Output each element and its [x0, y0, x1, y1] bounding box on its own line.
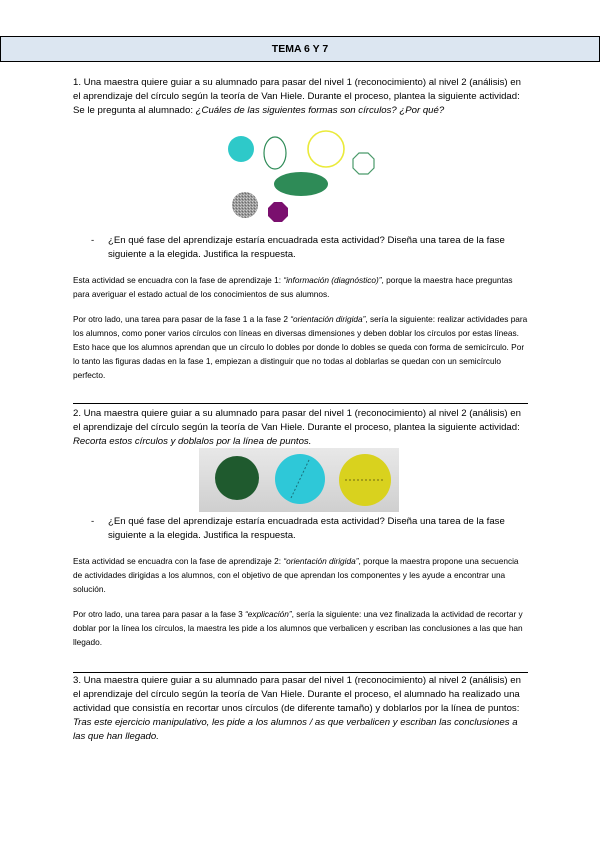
- q1-answer2-post: , sería la siguiente: realizar actividades para los alumnos, como poner varios círculos con líneas en diversas dimensiones y deben doblar los círculos por estas líneas. Esto hace que los alumnos aprendan que un círculo lo dobles por donde lo dobles se queda con forma de semicírculo. Por lo tanto las figuras dadas en la fase 1, empiezan a distinguir que no todas al doblarlas se quedan con un semicírculo perfecto.: [73, 314, 528, 380]
- q2-answer1-pre: Esta actividad se encuadra con la fase de aprendizaje 2:: [73, 556, 284, 566]
- purple-octagon-shape: [268, 202, 288, 222]
- q1-answer2-pre: Por otro lado, una tarea para pasar de la fase 1 a la fase 2: [73, 314, 291, 324]
- gray-textured-circle-shape: [232, 192, 258, 218]
- green-ellipse-shape: [274, 172, 328, 196]
- q1-answer1-post: , porque la maestra hace preguntas para averiguar el estado actual de los conocimientos de sus alumnos.: [73, 275, 513, 299]
- bullet-dash: -: [91, 516, 95, 527]
- q2-answer1-post: , porque la maestra propone una secuencia de actividades dirigidas a los alumnos, con el objetivo de que aprendan los componentes y les ayude a encontrar una solución.: [73, 556, 519, 594]
- q1-answer-2: [73, 312, 528, 382]
- q1-prompt-italic: ¿Cuáles de las siguientes formas son círculos? ¿Por qué?: [195, 105, 445, 116]
- turquoise-circle-shape: [228, 136, 254, 162]
- q1-prompt: [73, 76, 528, 118]
- q2-answer2-pre: Por otro lado, una tarea para pasar a la fase 3: [73, 609, 246, 619]
- q2-answer-2: [73, 607, 528, 649]
- q1-answer-1: [73, 273, 528, 301]
- q2-question: ¿En qué fase del aprendizaje estaría encuadrada esta actividad? Diseña una tarea de la fase siguiente a la elegida. Justifica la respuesta.: [108, 516, 505, 541]
- q3-prompt-text: 3. Una maestra quiere guiar a su alumnado para pasar del nivel 1 (reconocimiento) al nivel 2 (análisis) en el aprendizaje del círculo según la teoría de Van Hiele. Durante el proceso, el alumnado ha realizado una actividad que consistía en recortar unos círculos (de diferente tamaño) y doblarlos por la línea de puntos:: [73, 675, 521, 714]
- page-title-bar: [0, 36, 600, 62]
- q2-answer1-italic: “orientación dirigida”: [283, 556, 359, 566]
- dark-green-circle: [215, 456, 259, 500]
- q2-answer2-post: , sería la siguiente: una vez finalizada la actividad de recortar y doblar por la línea los círculos, la maestra les pide a los alumnos que verbalicen y escriban las conclusiones a las que han llegado.: [73, 609, 523, 647]
- green-outline-octagon-shape: [353, 153, 374, 174]
- q1-shapes-figure: [222, 129, 384, 229]
- q1-answer1-pre: Esta actividad se encuadra con la fase de aprendizaje 1:: [73, 275, 284, 285]
- q2-prompt: [73, 407, 528, 449]
- q2-prompt-text: 2. Una maestra quiere guiar a su alumnado para pasar del nivel 1 (reconocimiento) al nivel 2 (análisis) en el aprendizaje del círculo según la teoría de Van Hiele. Durante el proceso, plantea la siguiente actividad:: [73, 408, 521, 433]
- section-divider-2: [73, 672, 528, 673]
- q1-question: ¿En qué fase del aprendizaje estaría encuadrada esta actividad? Diseña una tarea de la fase siguiente a la elegida. Justifica la respuesta.: [108, 235, 505, 260]
- q2-circles-photo: [199, 448, 399, 512]
- q2-prompt-italic: Recorta estos círculos y doblalos por la línea de puntos.: [73, 436, 312, 447]
- green-outline-ellipse-shape: [264, 137, 286, 169]
- q2-answer-1: [73, 554, 528, 596]
- page-title: TEMA 6 Y 7: [271, 43, 329, 55]
- section-divider-1: [73, 403, 528, 404]
- q2-answer2-italic: “explicación”: [245, 609, 292, 619]
- dotted-horizontal-line: [339, 454, 391, 506]
- q1-prompt-text: 1. Una maestra quiere guiar a su alumnado para pasar del nivel 1 (reconocimiento) al nivel 2 (análisis) en el aprendizaje del círculo según la teoría de Van Hiele. Durante el proceso, plantea la siguiente actividad: Se le pregunta al alumnado:: [73, 77, 521, 116]
- q3-prompt-italic: Tras este ejercicio manipulativo, les pide a los alumnos / as que verbalicen y escriban las conclusiones a las que han llegado.: [73, 717, 518, 742]
- q1-answer1-italic: “información (diagnóstico)”: [283, 275, 382, 285]
- yellow-outline-circle-shape: [308, 131, 344, 167]
- dotted-diagonal-line: [275, 454, 325, 504]
- q3-prompt: [73, 674, 528, 744]
- bullet-dash: -: [91, 235, 95, 246]
- q1-answer2-italic: “orientación dirigida”: [290, 314, 366, 324]
